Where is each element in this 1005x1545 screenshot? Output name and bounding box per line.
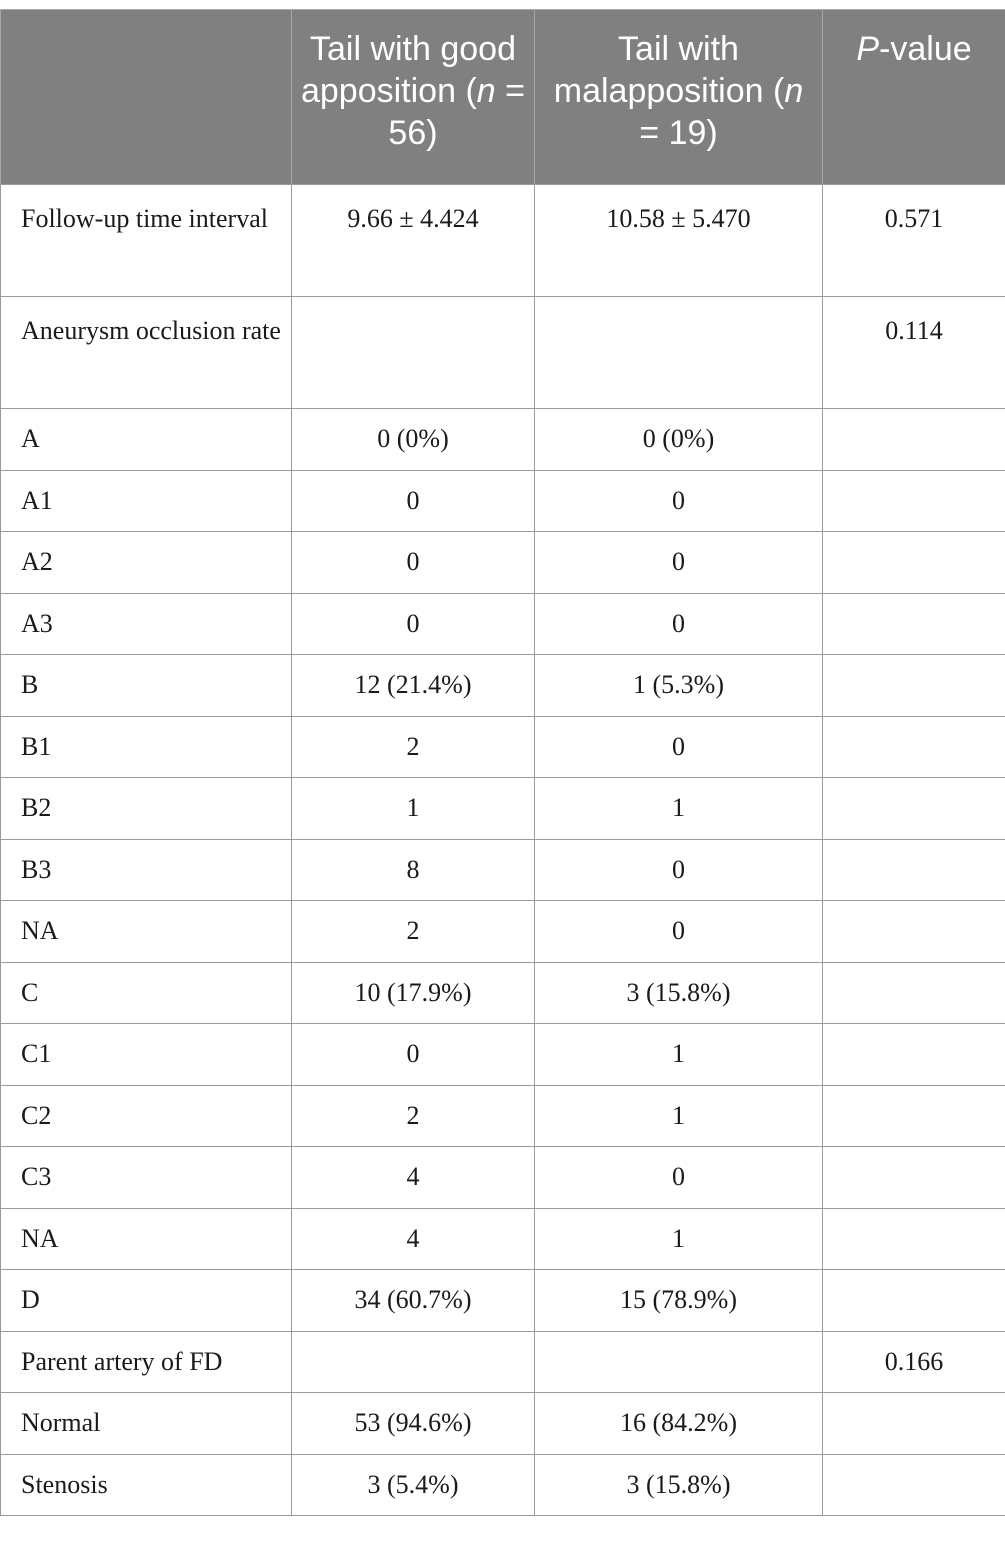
p-value-cell bbox=[823, 1147, 1005, 1209]
table-row bbox=[1, 962, 1005, 1024]
malapposition-cell: 1 bbox=[535, 1208, 823, 1270]
row-label-cell: NA bbox=[1, 1208, 292, 1270]
table-row bbox=[1, 839, 1005, 901]
table-row bbox=[1, 716, 1005, 778]
malapposition-cell bbox=[535, 1331, 823, 1393]
p-value-cell: 0.571 bbox=[823, 185, 1005, 297]
row-label-cell: B2 bbox=[1, 778, 292, 840]
table-row bbox=[1, 1454, 1005, 1516]
p-value-cell bbox=[823, 532, 1005, 594]
good-apposition-cell: 4 bbox=[292, 1208, 535, 1270]
header-p-value bbox=[823, 10, 1005, 185]
header-row bbox=[1, 10, 1005, 185]
p-value-cell bbox=[823, 655, 1005, 717]
good-apposition-cell: 0 bbox=[292, 593, 535, 655]
row-label-cell: B3 bbox=[1, 839, 292, 901]
row-label-cell: C1 bbox=[1, 1024, 292, 1086]
table-row bbox=[1, 1331, 1005, 1393]
table-row bbox=[1, 185, 1005, 297]
malapposition-cell: 16 (84.2%) bbox=[535, 1393, 823, 1455]
good-apposition-cell: 2 bbox=[292, 901, 535, 963]
good-apposition-cell: 53 (94.6%) bbox=[292, 1393, 535, 1455]
good-apposition-cell: 0 bbox=[292, 1024, 535, 1086]
p-value-cell: 0.166 bbox=[823, 1331, 1005, 1393]
header-blank bbox=[1, 10, 292, 185]
table-row bbox=[1, 1208, 1005, 1270]
results-table bbox=[0, 9, 1005, 1516]
p-value-cell bbox=[823, 1208, 1005, 1270]
p-value-cell bbox=[823, 1270, 1005, 1332]
good-apposition-cell: 2 bbox=[292, 1085, 535, 1147]
row-label-cell: NA bbox=[1, 901, 292, 963]
good-apposition-cell bbox=[292, 297, 535, 409]
malapposition-cell: 0 bbox=[535, 901, 823, 963]
good-apposition-cell: 9.66 ± 4.424 bbox=[292, 185, 535, 297]
malapposition-cell: 15 (78.9%) bbox=[535, 1270, 823, 1332]
malapposition-cell: 3 (15.8%) bbox=[535, 1454, 823, 1516]
table-row bbox=[1, 297, 1005, 409]
p-value-cell bbox=[823, 1024, 1005, 1086]
row-label-cell: Normal bbox=[1, 1393, 292, 1455]
row-label-cell: B bbox=[1, 655, 292, 717]
malapposition-cell: 1 (5.3%) bbox=[535, 655, 823, 717]
good-apposition-cell: 10 (17.9%) bbox=[292, 962, 535, 1024]
table-row bbox=[1, 532, 1005, 594]
table-row bbox=[1, 409, 1005, 471]
malapposition-cell: 0 bbox=[535, 1147, 823, 1209]
malapposition-cell: 3 (15.8%) bbox=[535, 962, 823, 1024]
header-italic-symbol: n bbox=[784, 72, 804, 110]
good-apposition-cell: 2 bbox=[292, 716, 535, 778]
row-label-cell: Follow-up time interval bbox=[1, 185, 292, 297]
p-value-cell bbox=[823, 901, 1005, 963]
malapposition-cell: 0 bbox=[535, 716, 823, 778]
malapposition-cell: 1 bbox=[535, 1024, 823, 1086]
p-value-cell bbox=[823, 409, 1005, 471]
table-row bbox=[1, 901, 1005, 963]
row-label-cell: C3 bbox=[1, 1147, 292, 1209]
table-row bbox=[1, 470, 1005, 532]
malapposition-cell: 0 bbox=[535, 593, 823, 655]
header-italic-symbol: P bbox=[856, 30, 880, 68]
malapposition-cell: 0 bbox=[535, 532, 823, 594]
table-row bbox=[1, 593, 1005, 655]
p-value-cell: 0.114 bbox=[823, 297, 1005, 409]
good-apposition-cell: 4 bbox=[292, 1147, 535, 1209]
p-value-cell bbox=[823, 593, 1005, 655]
good-apposition-cell: 0 bbox=[292, 532, 535, 594]
table-row bbox=[1, 655, 1005, 717]
p-value-cell bbox=[823, 1454, 1005, 1516]
header-good-apposition bbox=[292, 10, 535, 185]
p-value-cell bbox=[823, 778, 1005, 840]
row-label-cell: A1 bbox=[1, 470, 292, 532]
good-apposition-cell: 0 bbox=[292, 470, 535, 532]
table-row bbox=[1, 1024, 1005, 1086]
header-text: Tail with good apposition ( bbox=[300, 30, 516, 110]
row-label-cell: Aneurysm occlusion rate bbox=[1, 297, 292, 409]
p-value-cell bbox=[823, 1393, 1005, 1455]
table-body bbox=[1, 185, 1005, 1516]
row-label-cell: A bbox=[1, 409, 292, 471]
table-row bbox=[1, 778, 1005, 840]
good-apposition-cell: 3 (5.4%) bbox=[292, 1454, 535, 1516]
header-text-suffix: = 56) bbox=[388, 72, 525, 152]
row-label-cell: A2 bbox=[1, 532, 292, 594]
malapposition-cell: 0 bbox=[535, 470, 823, 532]
header-text-suffix: = 19) bbox=[639, 114, 718, 152]
p-value-cell bbox=[823, 470, 1005, 532]
table-row bbox=[1, 1085, 1005, 1147]
header-text-suffix: -value bbox=[879, 30, 972, 68]
good-apposition-cell: 1 bbox=[292, 778, 535, 840]
row-label-cell: Stenosis bbox=[1, 1454, 292, 1516]
table-row bbox=[1, 1147, 1005, 1209]
row-label-cell: D bbox=[1, 1270, 292, 1332]
p-value-cell bbox=[823, 716, 1005, 778]
malapposition-cell: 10.58 ± 5.470 bbox=[535, 185, 823, 297]
good-apposition-cell bbox=[292, 1331, 535, 1393]
malapposition-cell: 0 (0%) bbox=[535, 409, 823, 471]
header-malapposition bbox=[535, 10, 823, 185]
table-row bbox=[1, 1393, 1005, 1455]
malapposition-cell: 0 bbox=[535, 839, 823, 901]
header-italic-symbol: n bbox=[476, 72, 496, 110]
row-label-cell: B1 bbox=[1, 716, 292, 778]
malapposition-cell bbox=[535, 297, 823, 409]
good-apposition-cell: 12 (21.4%) bbox=[292, 655, 535, 717]
good-apposition-cell: 0 (0%) bbox=[292, 409, 535, 471]
row-label-cell: A3 bbox=[1, 593, 292, 655]
p-value-cell bbox=[823, 1085, 1005, 1147]
p-value-cell bbox=[823, 962, 1005, 1024]
row-label-cell: Parent artery of FD bbox=[1, 1331, 292, 1393]
good-apposition-cell: 8 bbox=[292, 839, 535, 901]
good-apposition-cell: 34 (60.7%) bbox=[292, 1270, 535, 1332]
malapposition-cell: 1 bbox=[535, 1085, 823, 1147]
row-label-cell: C bbox=[1, 962, 292, 1024]
p-value-cell bbox=[823, 839, 1005, 901]
table-row bbox=[1, 1270, 1005, 1332]
malapposition-cell: 1 bbox=[535, 778, 823, 840]
row-label-cell: C2 bbox=[1, 1085, 292, 1147]
header-text: Tail with malapposition ( bbox=[553, 30, 785, 110]
